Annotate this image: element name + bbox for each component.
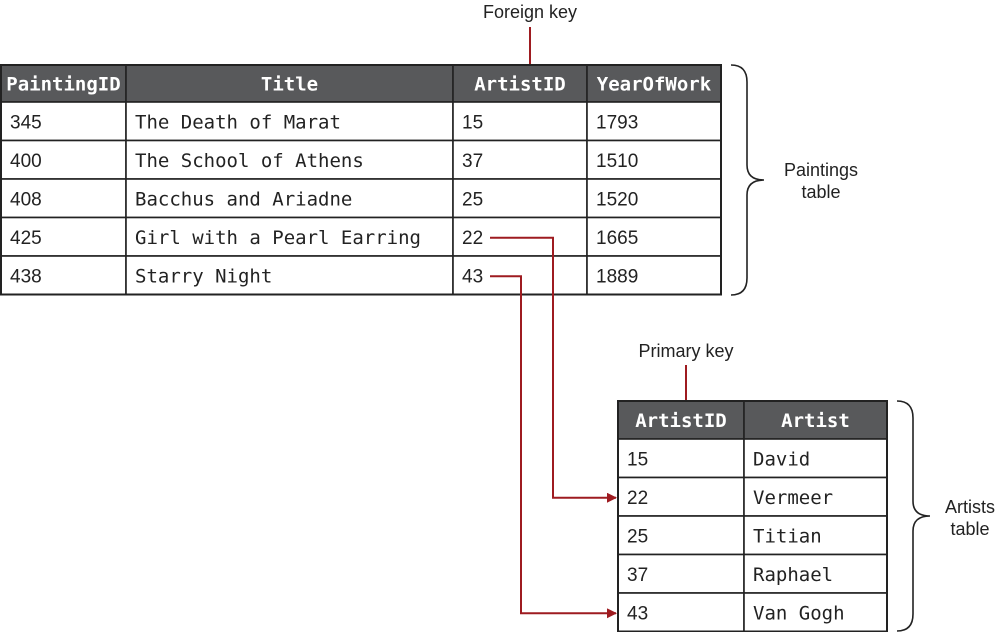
primary-key-label: Primary key <box>638 341 734 361</box>
artists-row-3-col-1: Raphael <box>753 563 834 586</box>
paintings-row-2-col-2: 25 <box>462 189 484 211</box>
paintings-table <box>1 65 721 295</box>
artists-header-artist: Artist <box>781 410 850 432</box>
paintings-row-0-col-1: The Death of Marat <box>135 111 341 134</box>
paintings-row-4-col-3: 1889 <box>596 266 639 288</box>
paintings-row-4-col-1: Starry Night <box>135 265 273 288</box>
artists-row-0-col-0: 15 <box>627 449 649 471</box>
paintings-row-3-col-0: 425 <box>10 227 42 249</box>
artists-row-4-col-0: 43 <box>627 603 649 625</box>
paintings-row-2-col-1: Bacchus and Ariadne <box>135 188 353 211</box>
paintings-row-1-col-2: 37 <box>462 150 484 172</box>
paintings-row-3-col-3: 1665 <box>596 227 639 249</box>
foreign-key-label: Foreign key <box>482 2 578 22</box>
artists-table <box>618 401 887 632</box>
artists-row-2-col-1: Titian <box>753 525 822 548</box>
paintings-table-label-line2: table <box>801 182 841 202</box>
paintings-header-artistid: ArtistID <box>474 73 566 96</box>
artists-row-4-col-1: Van Gogh <box>753 602 845 625</box>
paintings-row-4-col-0: 438 <box>10 266 42 288</box>
artists-row-1-col-0: 22 <box>627 487 649 509</box>
paintings-header-paintingid: PaintingID <box>6 73 121 96</box>
paintings-row-0-col-0: 345 <box>10 112 42 134</box>
paintings-header-yearofwork: YearOfWork <box>596 73 712 96</box>
paintings-row-3-col-2: 22 <box>462 227 484 249</box>
paintings-row-3-col-1: Girl with a Pearl Earring <box>135 226 421 249</box>
artists-row-1-col-1: Vermeer <box>753 486 834 509</box>
artists-row-2-col-0: 25 <box>627 526 649 548</box>
artists-table-label-line2: table <box>950 519 990 539</box>
paintings-row-4-col-2: 43 <box>462 266 484 288</box>
paintings-row-1-col-0: 400 <box>10 150 42 172</box>
artists-row-3-col-0: 37 <box>627 564 649 586</box>
artists-table-label-line1: Artists <box>944 497 996 517</box>
paintings-row-0-col-2: 15 <box>462 112 484 134</box>
artists-table-brace <box>897 401 930 631</box>
paintings-row-1-col-1: The School of Athens <box>135 149 364 172</box>
paintings-header-title: Title <box>260 73 319 96</box>
paintings-table-label-line1: Paintings <box>783 160 859 180</box>
paintings-row-2-col-3: 1520 <box>596 189 639 211</box>
artists-row-0-col-1: David <box>753 448 811 471</box>
paintings-row-1-col-3: 1510 <box>596 150 639 172</box>
paintings-table-brace <box>731 65 764 295</box>
paintings-row-2-col-0: 408 <box>10 189 42 211</box>
paintings-row-0-col-3: 1793 <box>596 112 639 134</box>
artists-header-artistid: ArtistID <box>635 410 727 432</box>
